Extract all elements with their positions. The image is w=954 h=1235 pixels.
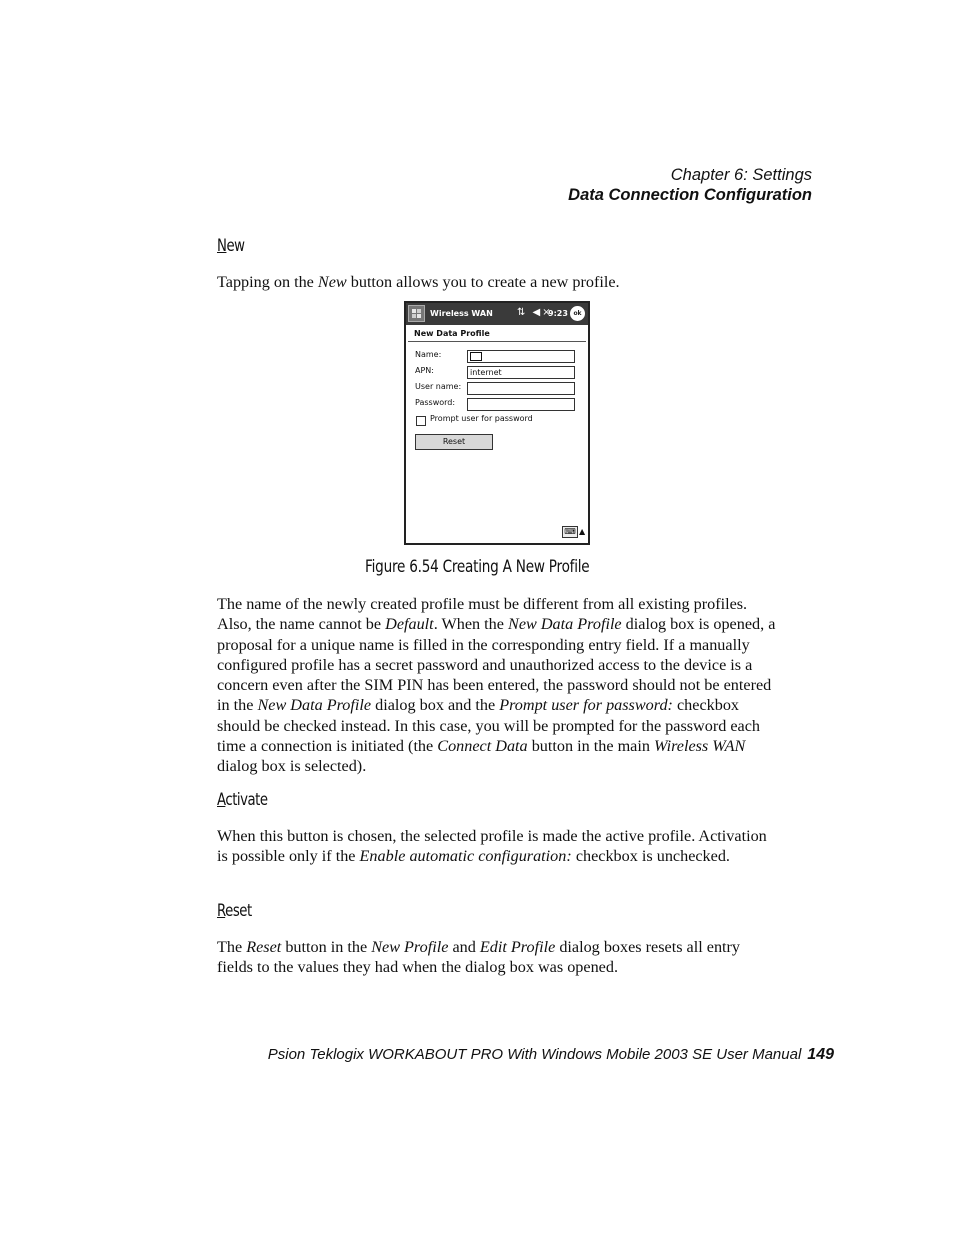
device-title-bar: [406, 303, 588, 325]
user-name-label: User name:: [415, 382, 462, 391]
text-run: dialog boxes resets all entry fields to the values they had when the dialog box was opened.: [217, 938, 741, 977]
heading-new-accelerator: N: [217, 236, 227, 256]
text-run: dialog box and the: [371, 696, 500, 715]
reset-button[interactable]: Reset: [415, 434, 493, 450]
new-intro-paragraph: [217, 272, 777, 292]
heading-reset: [217, 901, 252, 921]
text-run: and: [448, 938, 480, 956]
figure-caption: [0, 557, 954, 577]
heading-activate-accelerator: A: [217, 790, 226, 810]
page-number: 149: [807, 1046, 834, 1063]
italic-run: Default: [385, 615, 434, 634]
italic-run: New: [317, 273, 347, 291]
italic-run: Connect Data: [437, 737, 528, 756]
running-header-chapter: Chapter 6: Settings: [670, 166, 812, 184]
text-run: button in the main: [527, 737, 654, 756]
keyboard-icon[interactable]: ⌨: [562, 526, 578, 538]
italic-run: Reset: [246, 938, 282, 956]
device-clock: 9:23: [548, 309, 568, 318]
italic-run: New Data Profile: [257, 696, 372, 715]
device-screenshot: [404, 301, 590, 545]
italic-run: Wireless WAN: [653, 737, 746, 756]
italic-run: New Data Profile: [508, 615, 622, 634]
apn-label: APN:: [415, 366, 434, 375]
heading-reset-accelerator: R: [217, 901, 226, 921]
text-run: The name of the newly created profile must be different from all existing profiles. Also, the name cannot be: [217, 595, 748, 634]
text-run: checkbox should be checked instead. In this case, you will be prompted for the password each time a connection is initiated (the: [217, 696, 761, 756]
heading-new: [217, 236, 245, 256]
text-run: button in the: [281, 938, 372, 956]
reset-paragraph: [217, 937, 777, 978]
text-run: button allows you to create a new profile.: [346, 273, 620, 291]
heading-reset-rest: eset: [225, 901, 252, 921]
name-field[interactable]: [467, 350, 575, 363]
text-cursor-icon: [470, 352, 482, 361]
password-field[interactable]: [467, 398, 575, 411]
apn-field[interactable]: internet: [467, 366, 575, 379]
text-run: Tapping on the: [217, 273, 318, 291]
device-app-title: Wireless WAN: [430, 309, 493, 318]
prompt-password-checkbox[interactable]: [416, 416, 426, 426]
italic-run: Edit Profile: [479, 938, 556, 956]
activate-paragraph: [217, 826, 777, 867]
text-run: dialog box is opened, a proposal for a unique name is filled in the corresponding entry field. If a manually configured profile has a secret password and unauthorized access to the device is a concern even after the SIM PIN has been entered, the password should not be entered in the: [217, 615, 776, 715]
prompt-password-label[interactable]: Prompt user for password: [430, 414, 533, 423]
manual-title: Psion Teklogix WORKABOUT PRO With Windows Mobile 2003 SE User Manual: [267, 1046, 802, 1063]
italic-run: Enable automatic configuration:: [359, 847, 572, 866]
page-footer: [268, 1046, 834, 1064]
windows-start-icon[interactable]: [408, 305, 425, 322]
running-header-section: Data Connection Configuration: [568, 186, 812, 204]
text-run: When this button is chosen, the selected profile is made the active profile. Activation is possible only if the: [217, 827, 767, 866]
italic-run: Prompt user for password:: [499, 696, 673, 715]
input-menu-arrow-icon[interactable]: ▲: [579, 527, 586, 536]
text-run: checkbox is unchecked.: [571, 847, 730, 866]
text-run: The: [217, 938, 247, 956]
password-label: Password:: [415, 398, 456, 407]
text-run: dialog box is selected).: [217, 757, 367, 776]
name-label: Name:: [415, 350, 442, 359]
italic-run: New Profile: [371, 938, 449, 956]
heading-activate: [217, 790, 268, 810]
text-run: . When the: [433, 615, 509, 634]
ok-button[interactable]: ok: [570, 306, 585, 321]
divider: [408, 341, 586, 342]
figure-caption-text: Figure 6.54 Creating A New Profile: [364, 557, 590, 577]
profile-paragraph: [217, 594, 777, 777]
connectivity-volume-icon[interactable]: ⇅ ◀×: [517, 307, 553, 318]
heading-new-rest: ew: [226, 236, 245, 256]
heading-activate-rest: ctivate: [225, 790, 268, 810]
user-name-field[interactable]: [467, 382, 575, 395]
dialog-title: New Data Profile: [414, 329, 490, 338]
